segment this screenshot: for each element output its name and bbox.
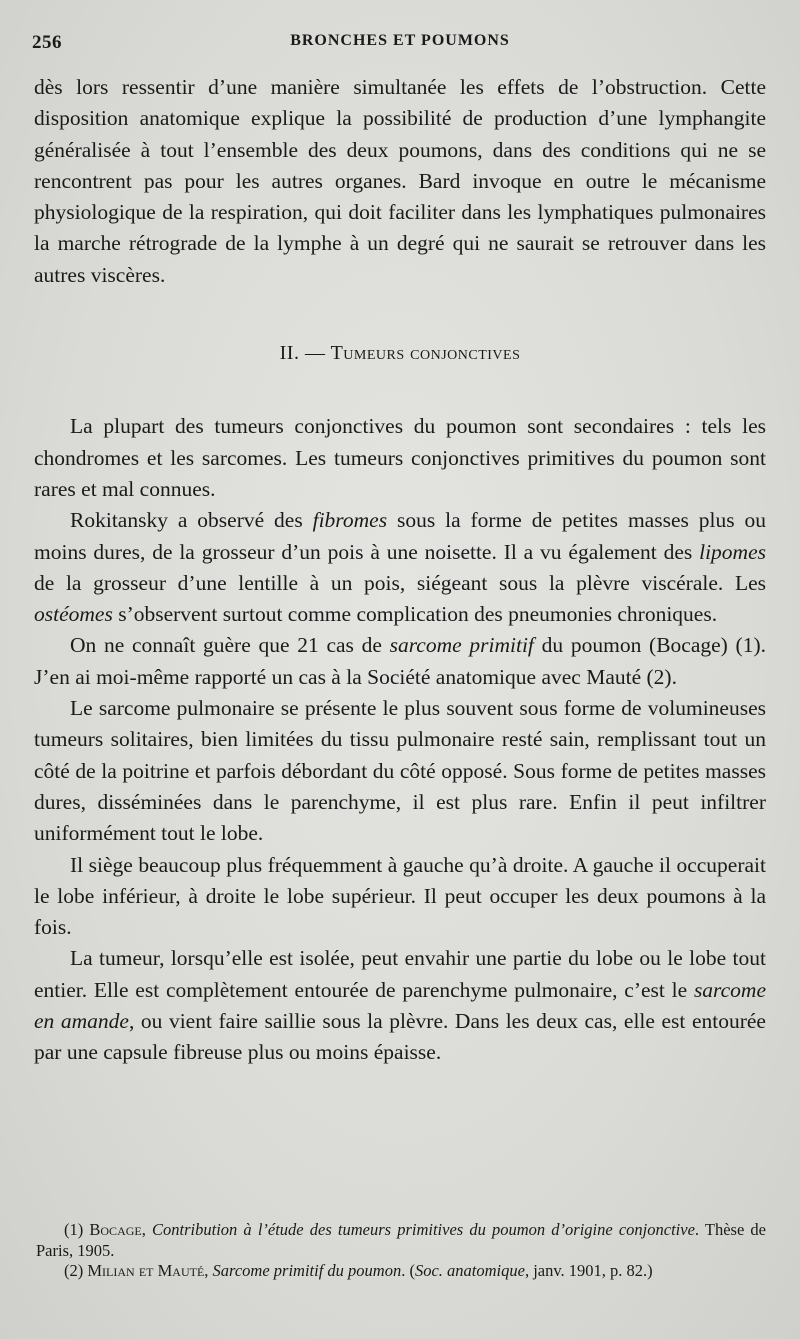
running-title: BRONCHES ET POUMONS <box>290 32 510 49</box>
term-osteomes: ostéomes <box>34 602 113 627</box>
paragraph-tumeur-isolee <box>34 943 766 1068</box>
text-run: de la grosseur d’une lentille à un pois, siégeant sous la plèvre viscérale. Les <box>34 570 766 595</box>
text-run: , janv. 1901, p. 82.) <box>524 1261 653 1280</box>
footnote-marker: (1) <box>64 1220 90 1239</box>
footnote-journal: Soc. anatomique <box>414 1261 525 1280</box>
paragraph-siege: Il siège beaucoup plus fréquemment à gauche qu’à droite. A gauche il occuperait le lobe inférieur, à droite le lobe supérieur. Il peut occuper les deux poumons à la fois. <box>34 852 766 940</box>
text-run: On ne connaît guère que 21 cas de <box>70 633 390 658</box>
term-lipomes: lipomes <box>699 539 766 564</box>
footnotes <box>36 1220 766 1282</box>
body-text <box>34 72 766 1069</box>
text-run: sous la forme de petites masses plus ou moins dures, de la grosseur d’un pois à une noisette. Il a vu également des <box>34 508 766 564</box>
footnote-1 <box>36 1220 766 1261</box>
running-head <box>30 30 770 56</box>
page-number: 256 <box>32 32 62 53</box>
text-run: , <box>204 1261 213 1280</box>
term-sarcome-en-amande: sarcome en amande <box>34 977 766 1034</box>
paragraph-intro: La plupart des tumeurs conjonctives du poumon sont secondaires : tels les chondromes et les sarcomes. Les tumeurs conjonctives primitives du poumon sont rares et mal connues. <box>34 414 766 501</box>
text-run: , ou vient faire saillie sous la plèvre. Dans les deux cas, elle est entourée par une capsule fibreuse plus ou moins épaisse. <box>34 1009 766 1065</box>
footnote-author: Milian et Mauté <box>87 1261 205 1280</box>
text-run: . ( <box>401 1261 415 1280</box>
text-run: . Thèse de Paris, 1905. <box>36 1220 766 1260</box>
text-run: La tumeur, lorsqu’elle est isolée, peut envahir une partie du lobe ou le lobe tout entier. Elle est complètement entourée de parenchyme pulmonaire, c’est le <box>34 946 766 1002</box>
continuation-paragraph: dès lors ressentir d’une manière simultanée les effets de l’obstruction. Cette disposition anatomique explique la possibilité de production d’une lymphangite généralisée à tout l’ensemble des deux poumons, dans des conditions qui ne se rencontrent pas pour les autres organes. Bard invoque en outre le mécanisme physiologique de la respiration, qui doit faciliter dans les lymphatiques pulmonaires la marche rétrograde de la lymphe à un degré qui ne saurait se retrouver dans les autres viscères. <box>34 75 766 287</box>
paragraph-sarcome-pulmonaire: Le sarcome pulmonaire se présente le plus souvent sous forme de volumineuses tumeurs solitaires, bien limitées du tissu pulmonaire resté sain, remplissant tout un côté de la poitrine et parfois débordant du côté opposé. Sous forme de petites masses dures, disséminées dans le parenchyme, il est plus rare. Enfin il peut infiltrer uniformément tout le lobe. <box>34 696 766 846</box>
footnote-2 <box>36 1261 766 1282</box>
paragraph-fibromes <box>34 505 766 630</box>
text-run: Rokitansky a observé des <box>70 508 313 533</box>
footnote-title: Contribution à l’étude des tumeurs primitives du poumon d’origine conjonctive <box>152 1220 695 1239</box>
paragraph-sarcome-primitif <box>34 630 766 693</box>
footnote-marker: (2) <box>64 1261 88 1280</box>
term-sarcome-primitif: sarcome primitif <box>389 633 534 658</box>
text-run: , <box>141 1220 153 1239</box>
term-fibromes: fibromes <box>312 508 388 533</box>
footnote-author: Bocage <box>89 1220 142 1239</box>
section-heading: II. — Tumeurs conjonctives <box>279 342 521 365</box>
text-run: du poumon (Bocage) (1). J’en ai moi-même rapporté un cas à la Société anatomique avec Mauté (2). <box>34 633 766 689</box>
text-run: s’observent surtout comme complication des pneumonies chroniques. <box>112 602 718 627</box>
footnote-title: Sarcome primitif du poumon <box>212 1261 402 1280</box>
